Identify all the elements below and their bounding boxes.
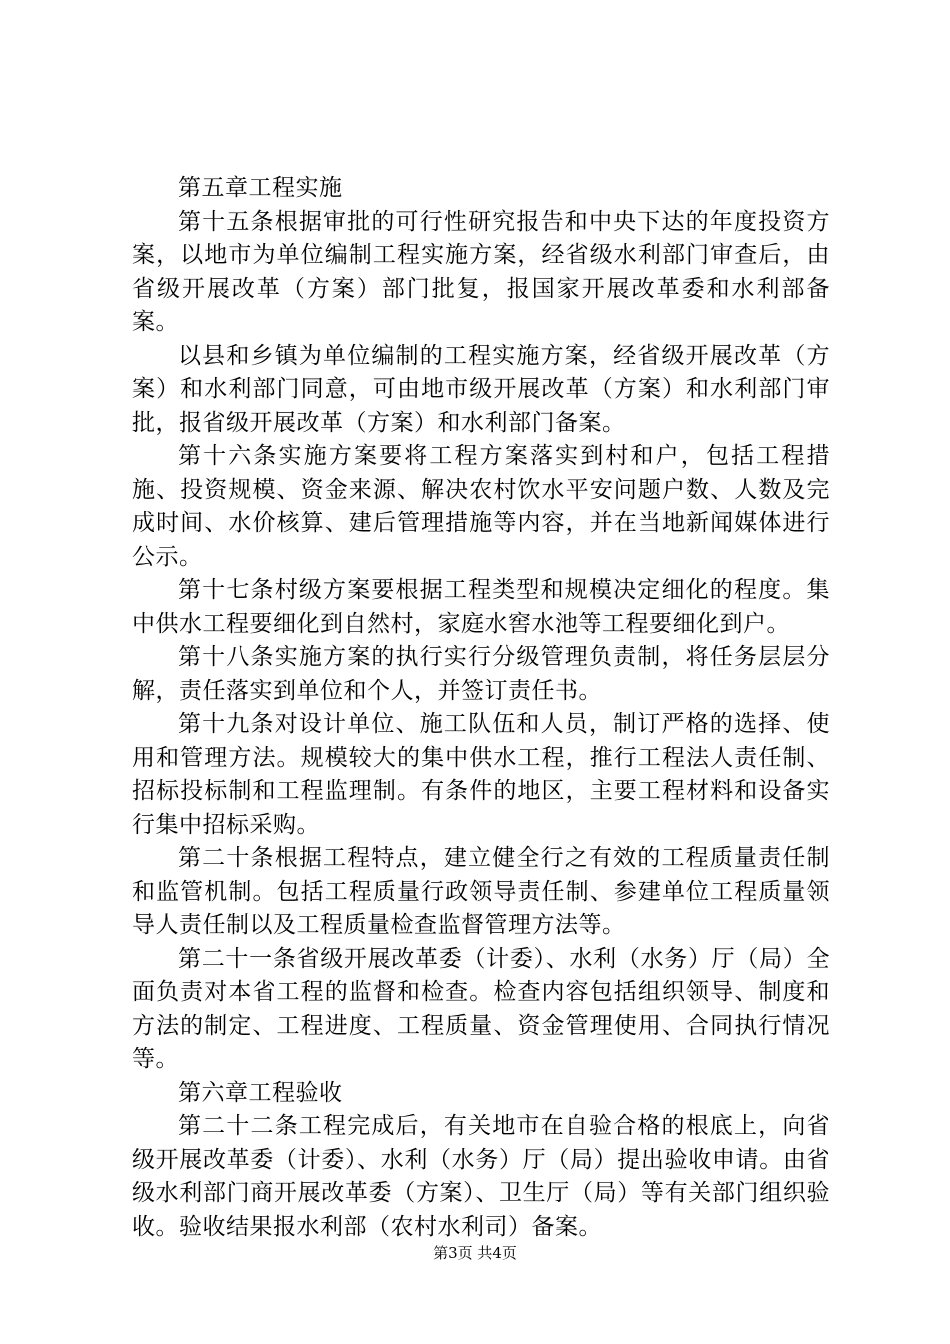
article-21: 第二十一条省级开展改革委（计委）、水利（水务）厅（局）全面负责对本省工程的监督和检查。检查内容包括组织领导、制度和方法的制定、工程进度、工程质量、资金管理使用、合同执行情况等。 [132, 945, 830, 1072]
article-15: 第十五条根据审批的可行性研究报告和中央下达的年度投资方案，以地市为单位编制工程实施方案，经省级水利部门审查后，由省级开展改革（方案）部门批复，报国家开展改革委和水利部备案。 [132, 208, 830, 335]
chapter-5-heading: 第五章工程实施 [178, 175, 343, 201]
article-22: 第二十二条工程完成后，有关地市在自验合格的根底上，向省级开展改革委（计委）、水利（水务）厅（局）提出验收申请。由省级水利部门商开展改革委（方案）、卫生厅（局）等有关部门组织验收。验收结果报水利部（农村水利司）备案。 [132, 1113, 830, 1240]
document-body [132, 172, 830, 1244]
article-19: 第十九条对设计单位、施工队伍和人员，制订严格的选择、使用和管理方法。规模较大的集中供水工程，推行工程法人责任制、招标投标制和工程监理制。有条件的地区，主要工程材料和设备实行集中招标采购。 [132, 711, 830, 838]
article-17: 第十七条村级方案要根据工程类型和规模决定细化的程度。集中供水工程要细化到自然村，家庭水窖水池等工程要细化到户。 [132, 577, 830, 637]
article-20: 第二十条根据工程特点，建立健全行之有效的工程质量责任制和监管机制。包括工程质量行政领导责任制、参建单位工程质量领导人责任制以及工程质量检查监督管理方法等。 [132, 845, 830, 938]
page-number-footer: 第3页 共4页 [433, 1244, 517, 1262]
article-16: 第十六条实施方案要将工程方案落实到村和户，包括工程措施、投资规模、资金来源、解决农村饮水平安问题户数、人数及完成时间、水价核算、建后管理措施等内容，并在当地新闻媒体进行公示。 [132, 443, 830, 570]
article-18: 第十八条实施方案的执行实行分级管理负责制，将任务层层分解，责任落实到单位和个人，并签订责任书。 [132, 644, 830, 704]
article-15-county: 以县和乡镇为单位编制的工程实施方案，经省级开展改革（方案）和水利部门同意，可由地市级开展改革（方案）和水利部门审批，报省级开展改革（方案）和水利部门备案。 [132, 342, 830, 436]
chapter-6-heading: 第六章工程验收 [178, 1079, 343, 1106]
